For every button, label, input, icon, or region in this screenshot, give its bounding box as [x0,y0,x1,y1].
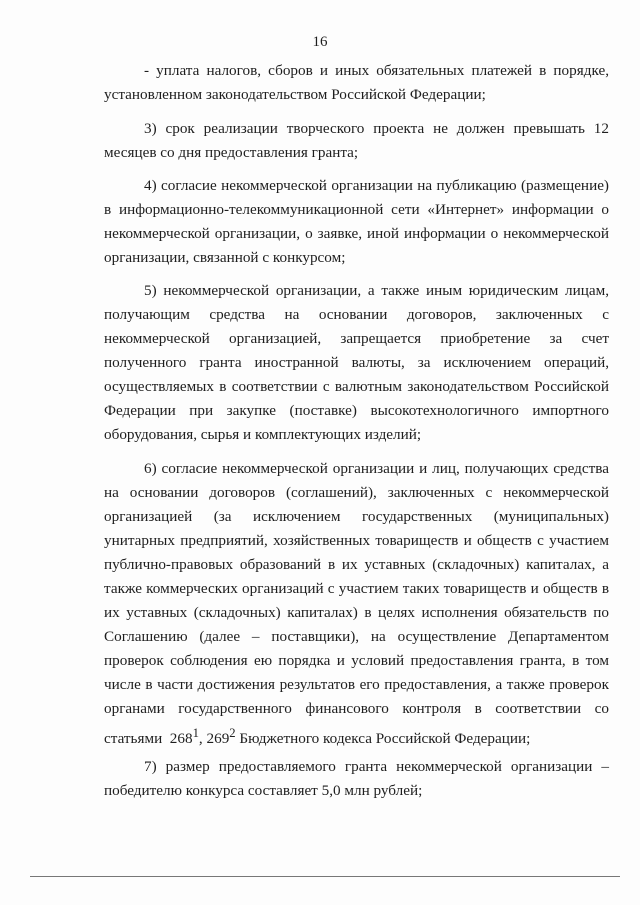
text-line: их уставных (складочных) капиталах) в целях исполнения обязательств по [104,604,609,621]
footer-rule [30,876,620,877]
text-line: установленном законодательством Российской Федерации; [104,86,486,103]
text-line: 3) срок реализации творческого проекта не должен превышать 12 [144,120,609,137]
text-line: 7) размер предоставляемого гранта некоммерческой организации – [144,758,609,775]
text-line: Соглашению (далее – поставщики), на осуществление Департаментом [104,628,609,645]
statute-sup-1: 1 [192,726,199,740]
text-line: победителю конкурса составляет 5,0 млн рублей; [104,782,423,799]
statute-article-2: 269 [206,730,230,748]
text-line: органами государственного финансового контроля в соответствии со [104,700,609,717]
text-line: - уплата налогов, сборов и иных обязательных платежей в порядке, [144,62,609,79]
text-line: 5) некоммерческой организации, а также иным юридическим лицам, [144,282,609,299]
text-line: проверок соблюдения ею порядка и условий предоставления гранта, в том [104,652,609,669]
text-line: числе в части достижения результатов его предоставления, а также проверок [104,676,609,693]
page-number: 16 [312,34,328,50]
statute-prefix: статьями [104,730,163,748]
statute-tail: Бюджетного кодекса Российской Федерации; [239,730,531,748]
text-line: организации, связанной с конкурсом; [104,249,346,266]
text-line: осуществляемых в соответствии с валютным законодательством Российской [104,378,609,395]
text-line: 4) согласие некоммерческой организации на публикацию (размещение) [144,177,609,194]
statute-sup-2: 2 [229,726,236,740]
text-line: получающим средства на основании договоров, заключенных с [104,306,609,323]
text-line [104,724,609,748]
statute-article-1: 268 [169,730,193,748]
text-line: организацией (за исключением государственных (муниципальных) [104,508,609,525]
text-line: месяцев со дня предоставления гранта; [104,144,359,161]
text-line: на основании договоров (соглашений), заключенных с некоммерческой [104,484,609,501]
text-line: некоммерческой организацией, запрещается приобретение за счет [104,330,609,347]
text-line: оборудования, сырья и комплектующих изделий; [104,426,422,443]
text-line: унитарных предприятий, хозяйственных товариществ и обществ с участием [104,532,609,549]
statute-sep: , [198,730,203,748]
text-line: также коммерческих организаций с участием таких товариществ и обществ в [104,580,609,597]
text-line: некоммерческой организации, о заявке, иной информации о некоммерческой [104,225,609,242]
text-line: Федерации при закупке (поставке) высокотехнологичного импортного [104,402,609,419]
text-line: в информационно-телекоммуникационной сети «Интернет» информации о [104,201,609,218]
text-line: 6) согласие некоммерческой организации и лиц, получающих средства [144,460,609,477]
text-line: полученного гранта иностранной валюты, за исключением операций, [104,354,609,371]
text-line: публично-правовых образований в их уставных (складочных) капиталах, а [104,556,609,573]
